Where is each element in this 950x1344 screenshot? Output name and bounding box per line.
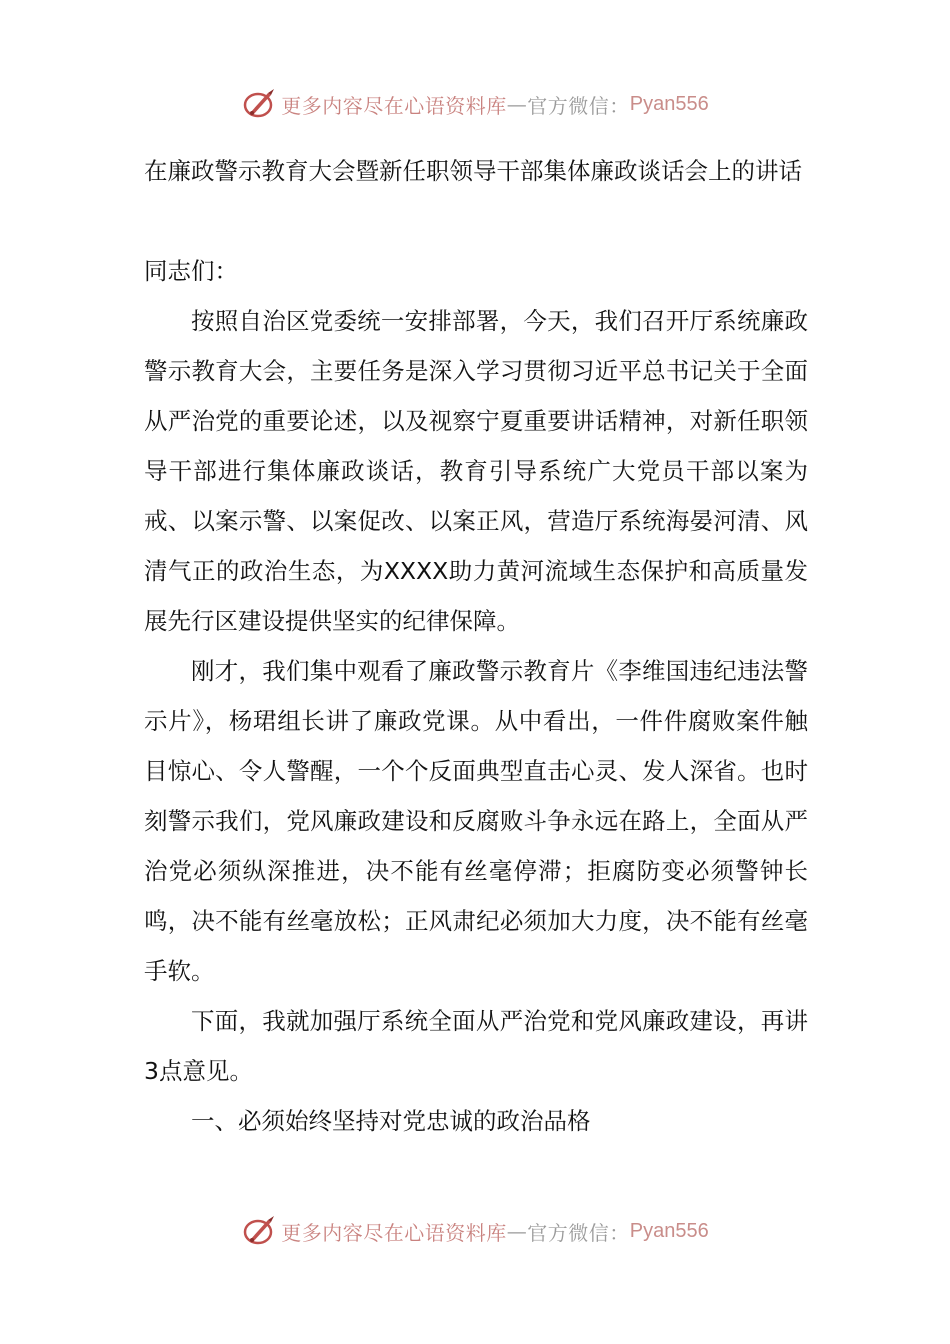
watermark-wechat-id: Pyan556	[629, 92, 709, 115]
watermark-banner-top	[0, 84, 950, 124]
watermark-separator: —	[506, 92, 528, 116]
salutation: 同志们：	[144, 257, 238, 285]
watermark-brand-text: 更多内容尽在心语资料库	[281, 1220, 507, 1245]
watermark-wechat-id: Pyan556	[629, 1219, 709, 1242]
document-body	[144, 146, 808, 1146]
quill-pen-logo-icon	[241, 1213, 277, 1249]
watermark-wechat-label: 官方微信：	[527, 93, 630, 118]
section-heading: 一、必须始终坚持对党忠诚的政治品格	[191, 1107, 591, 1135]
quill-pen-logo-icon	[241, 86, 277, 122]
watermark-brand-text: 更多内容尽在心语资料库	[281, 93, 507, 118]
paragraph-intro: 按照自治区党委统一安排部署，今天，我们召开厅系统廉政警示教育大会，主要任务是深入学习贯彻习近平总书记关于全面从严治党的重要论述，以及视察宁夏重要讲话精神，对新任职领导干部进行集体廉政谈话，教育引导系统广大党员干部以案为戒、以案示警、以案促改、以案正风，营造厅系统海晏河清、风清气正的政治生态，为XXXX助力黄河流域生态保护和高质量发展先行区建设提供坚实的纪律保障。	[144, 307, 808, 635]
watermark-wechat-label: 官方微信：	[527, 1220, 630, 1245]
paragraph-warning-film: 刚才，我们集中观看了廉政警示教育片《李维国违纪违法警示片》，杨珺组长讲了廉政党课。从中看出，一件件腐败案件触目惊心、令人警醒，一个个反面典型直击心灵、发人深省。也时刻警示我们，党风廉政建设和反腐败斗争永远在路上，全面从严治党必须纵深推进，决不能有丝毫停滞；拒腐防变必须警钟长鸣，决不能有丝毫放松；正风肃纪必须加大力度，决不能有丝毫手软。	[144, 657, 808, 985]
spacer	[144, 196, 808, 246]
paragraph-opinions-intro: 下面，我就加强厅系统全面从严治党和党风廉政建设，再讲3点意见。	[144, 1007, 808, 1085]
document-title: 在廉政警示教育大会暨新任职领导干部集体廉政谈话会上的讲话	[144, 157, 802, 185]
watermark-separator: —	[506, 1219, 528, 1243]
watermark-banner-bottom	[0, 1211, 950, 1251]
